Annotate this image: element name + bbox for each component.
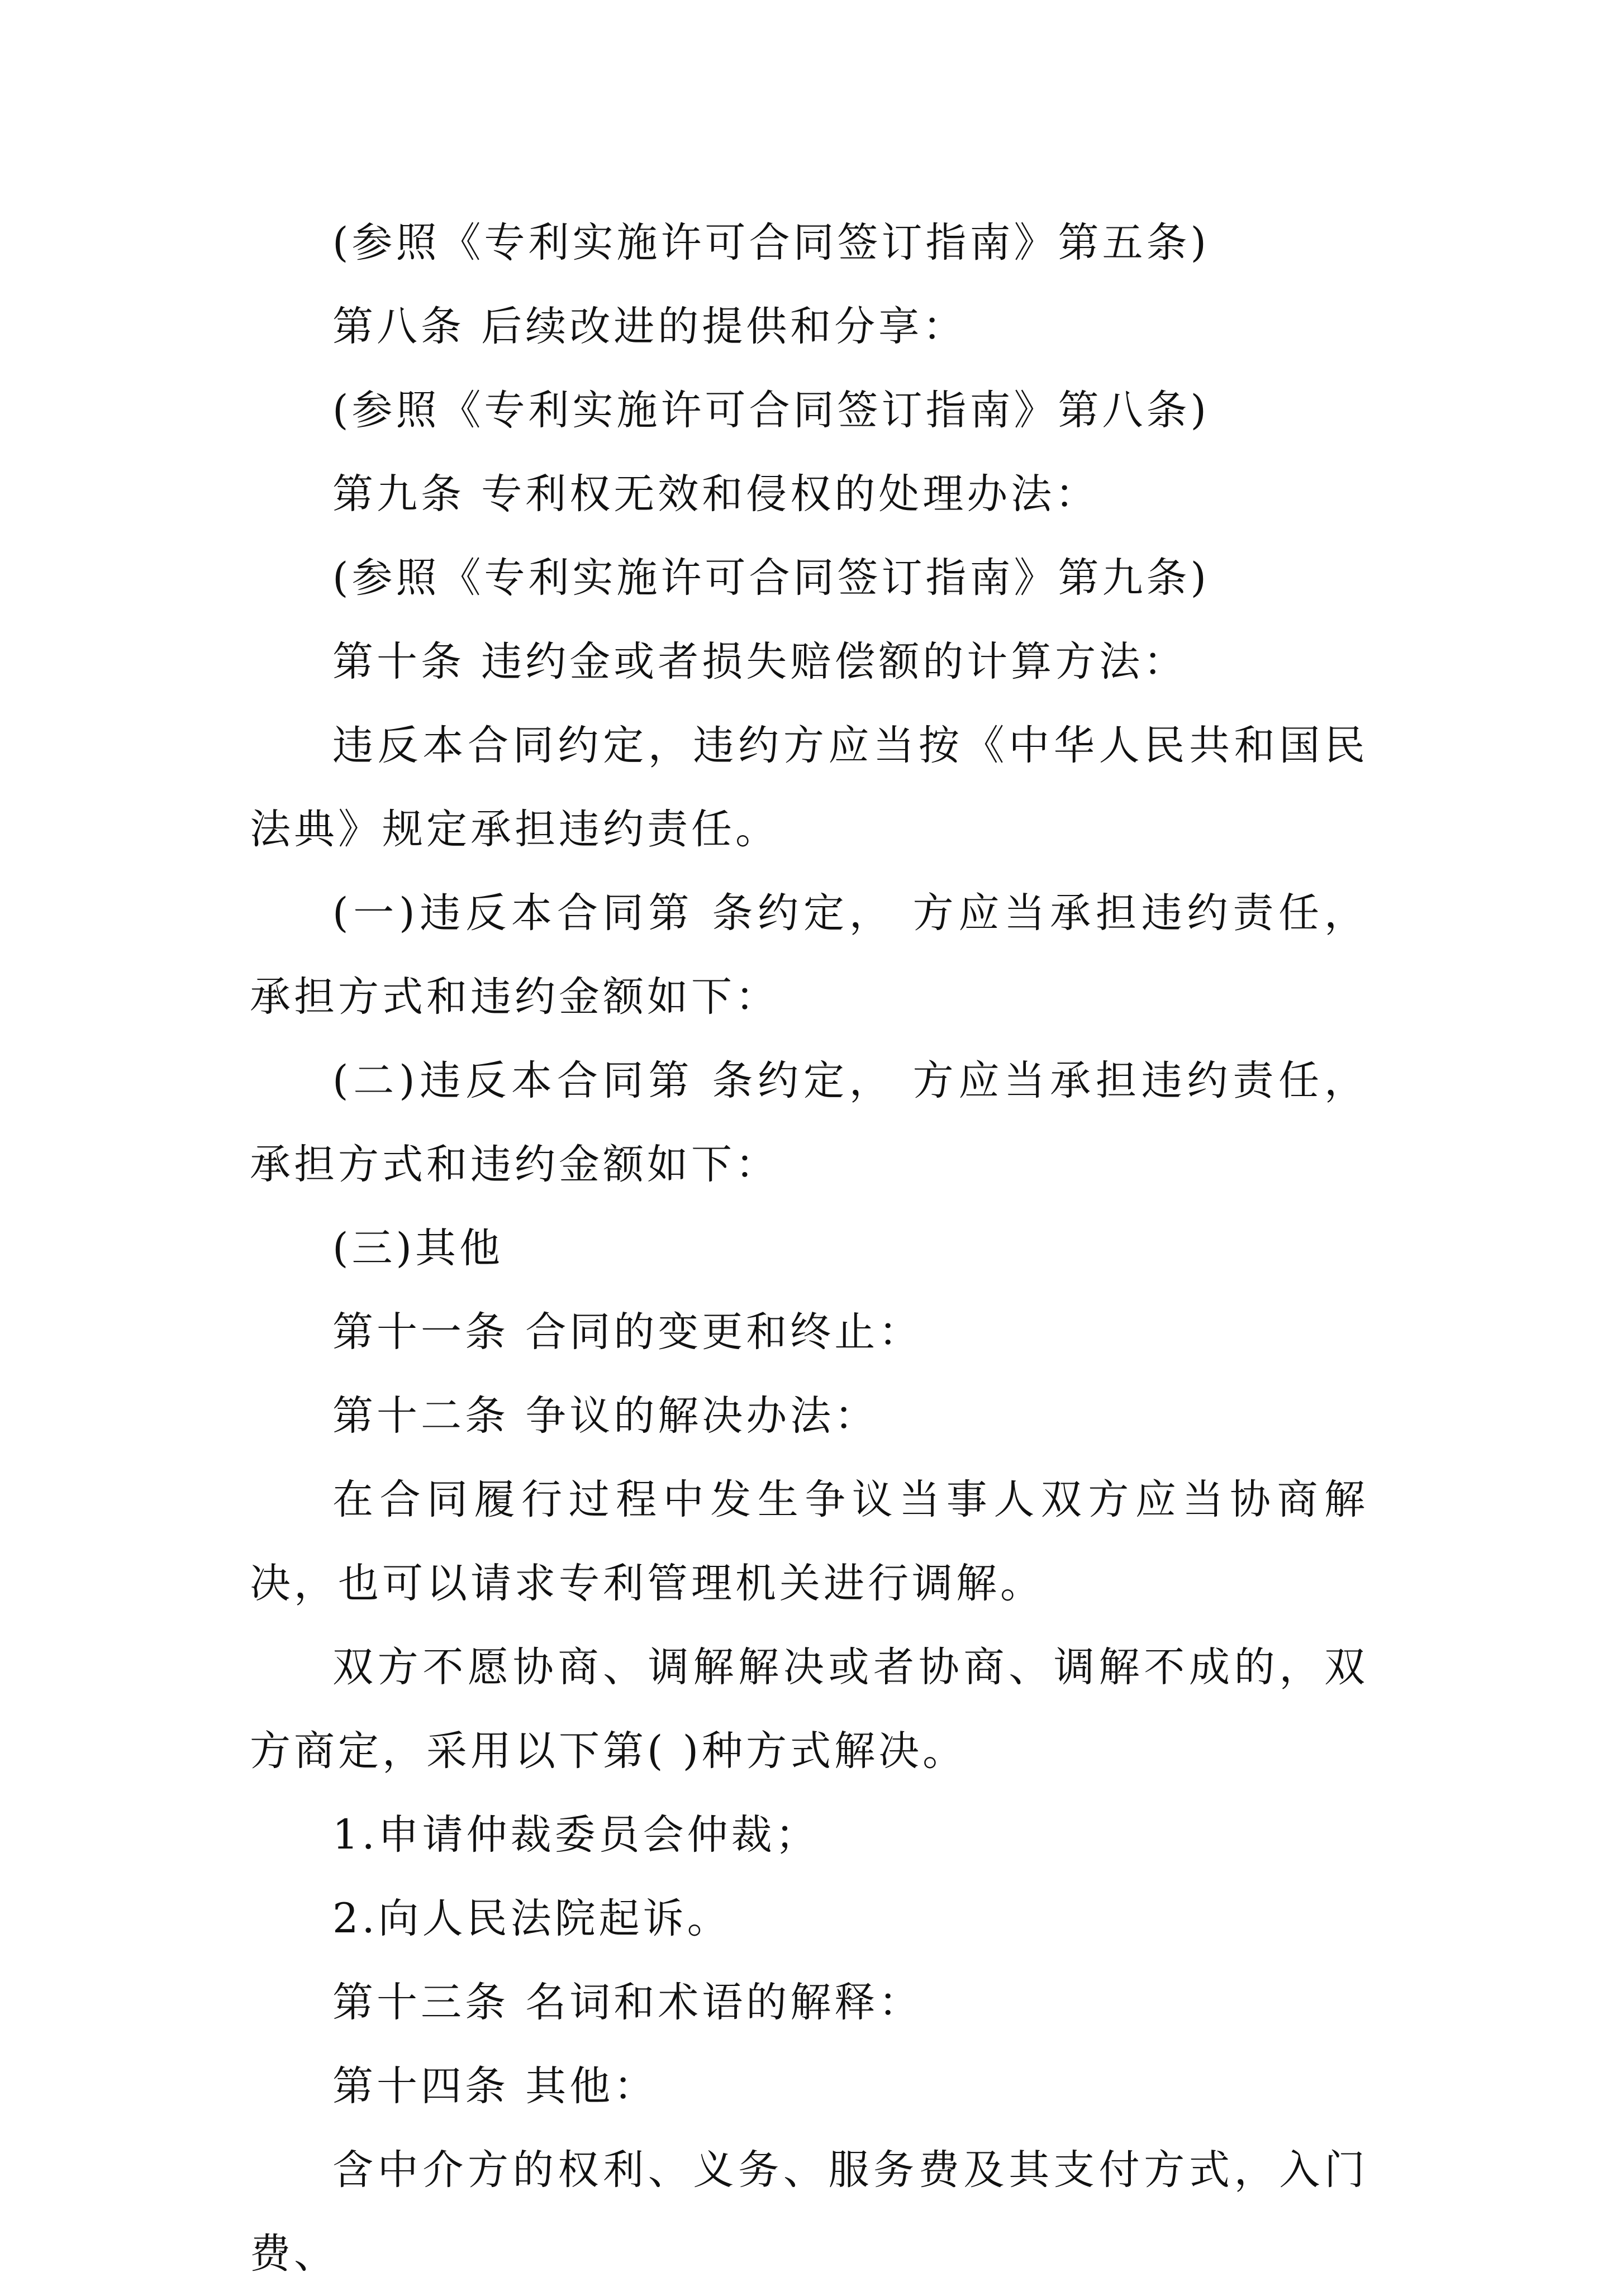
paragraph-option-litigation: 2.向人民法院起诉。 bbox=[332, 1895, 731, 1942]
paragraph-breach-liability: 违反本合同约定，违约方应当按《中华人民共和国民法典》规定承担违约责任。 bbox=[250, 722, 1368, 853]
paragraph-article-12-heading: 第十二条 争议的解决办法： bbox=[332, 1392, 879, 1440]
paragraph-breach-item-3: (三)其他 bbox=[332, 1225, 503, 1272]
paragraph-dispute-negotiation: 在合同履行过程中发生争议当事人双方应当协商解决，也可以请求专利管理机关进行调解。 bbox=[250, 1476, 1368, 1607]
paragraph-article-10-heading: 第十条 违约金或者损失赔偿额的计算方法： bbox=[332, 638, 1188, 685]
paragraph-article-9-heading: 第九条 专利权无效和侵权的处理办法： bbox=[332, 470, 1100, 518]
paragraph-article-11-heading: 第十一条 合同的变更和终止： bbox=[332, 1308, 923, 1356]
paragraph-reference-article-5: (参照《专利实施许可合同签订指南》第五条) bbox=[332, 219, 1210, 266]
paragraph-article-13-heading: 第十三条 名词和术语的解释： bbox=[332, 1979, 923, 2026]
paragraph-intermediary-terms: 含中介方的权利、义务、服务费及其支付方式，入门费、 bbox=[250, 2146, 1368, 2278]
paragraph-dispute-method-choice: 双方不愿协商、调解解决或者协商、调解不成的，双方商定，采用以下第( )种方式解决。 bbox=[250, 1644, 1368, 1775]
paragraph-breach-item-1: (一)违反本合同第 条约定， 方应当承担违约责任，承担方式和违约金额如下： bbox=[250, 889, 1368, 1021]
paragraph-reference-article-8: (参照《专利实施许可合同签订指南》第八条) bbox=[332, 387, 1210, 434]
paragraph-article-8-heading: 第八条 后续改进的提供和分享： bbox=[332, 303, 967, 350]
paragraph-option-arbitration: 1.申请仲裁委员会仲裁； bbox=[332, 1811, 820, 1859]
paragraph-breach-item-2: (二)违反本合同第 条约定， 方应当承担违约责任，承担方式和违约金额如下： bbox=[250, 1057, 1368, 1188]
paragraph-article-14-heading: 第十四条 其他： bbox=[332, 2062, 658, 2110]
paragraph-reference-article-9: (参照《专利实施许可合同签订指南》第九条) bbox=[332, 554, 1210, 602]
document-body bbox=[250, 201, 1368, 2296]
